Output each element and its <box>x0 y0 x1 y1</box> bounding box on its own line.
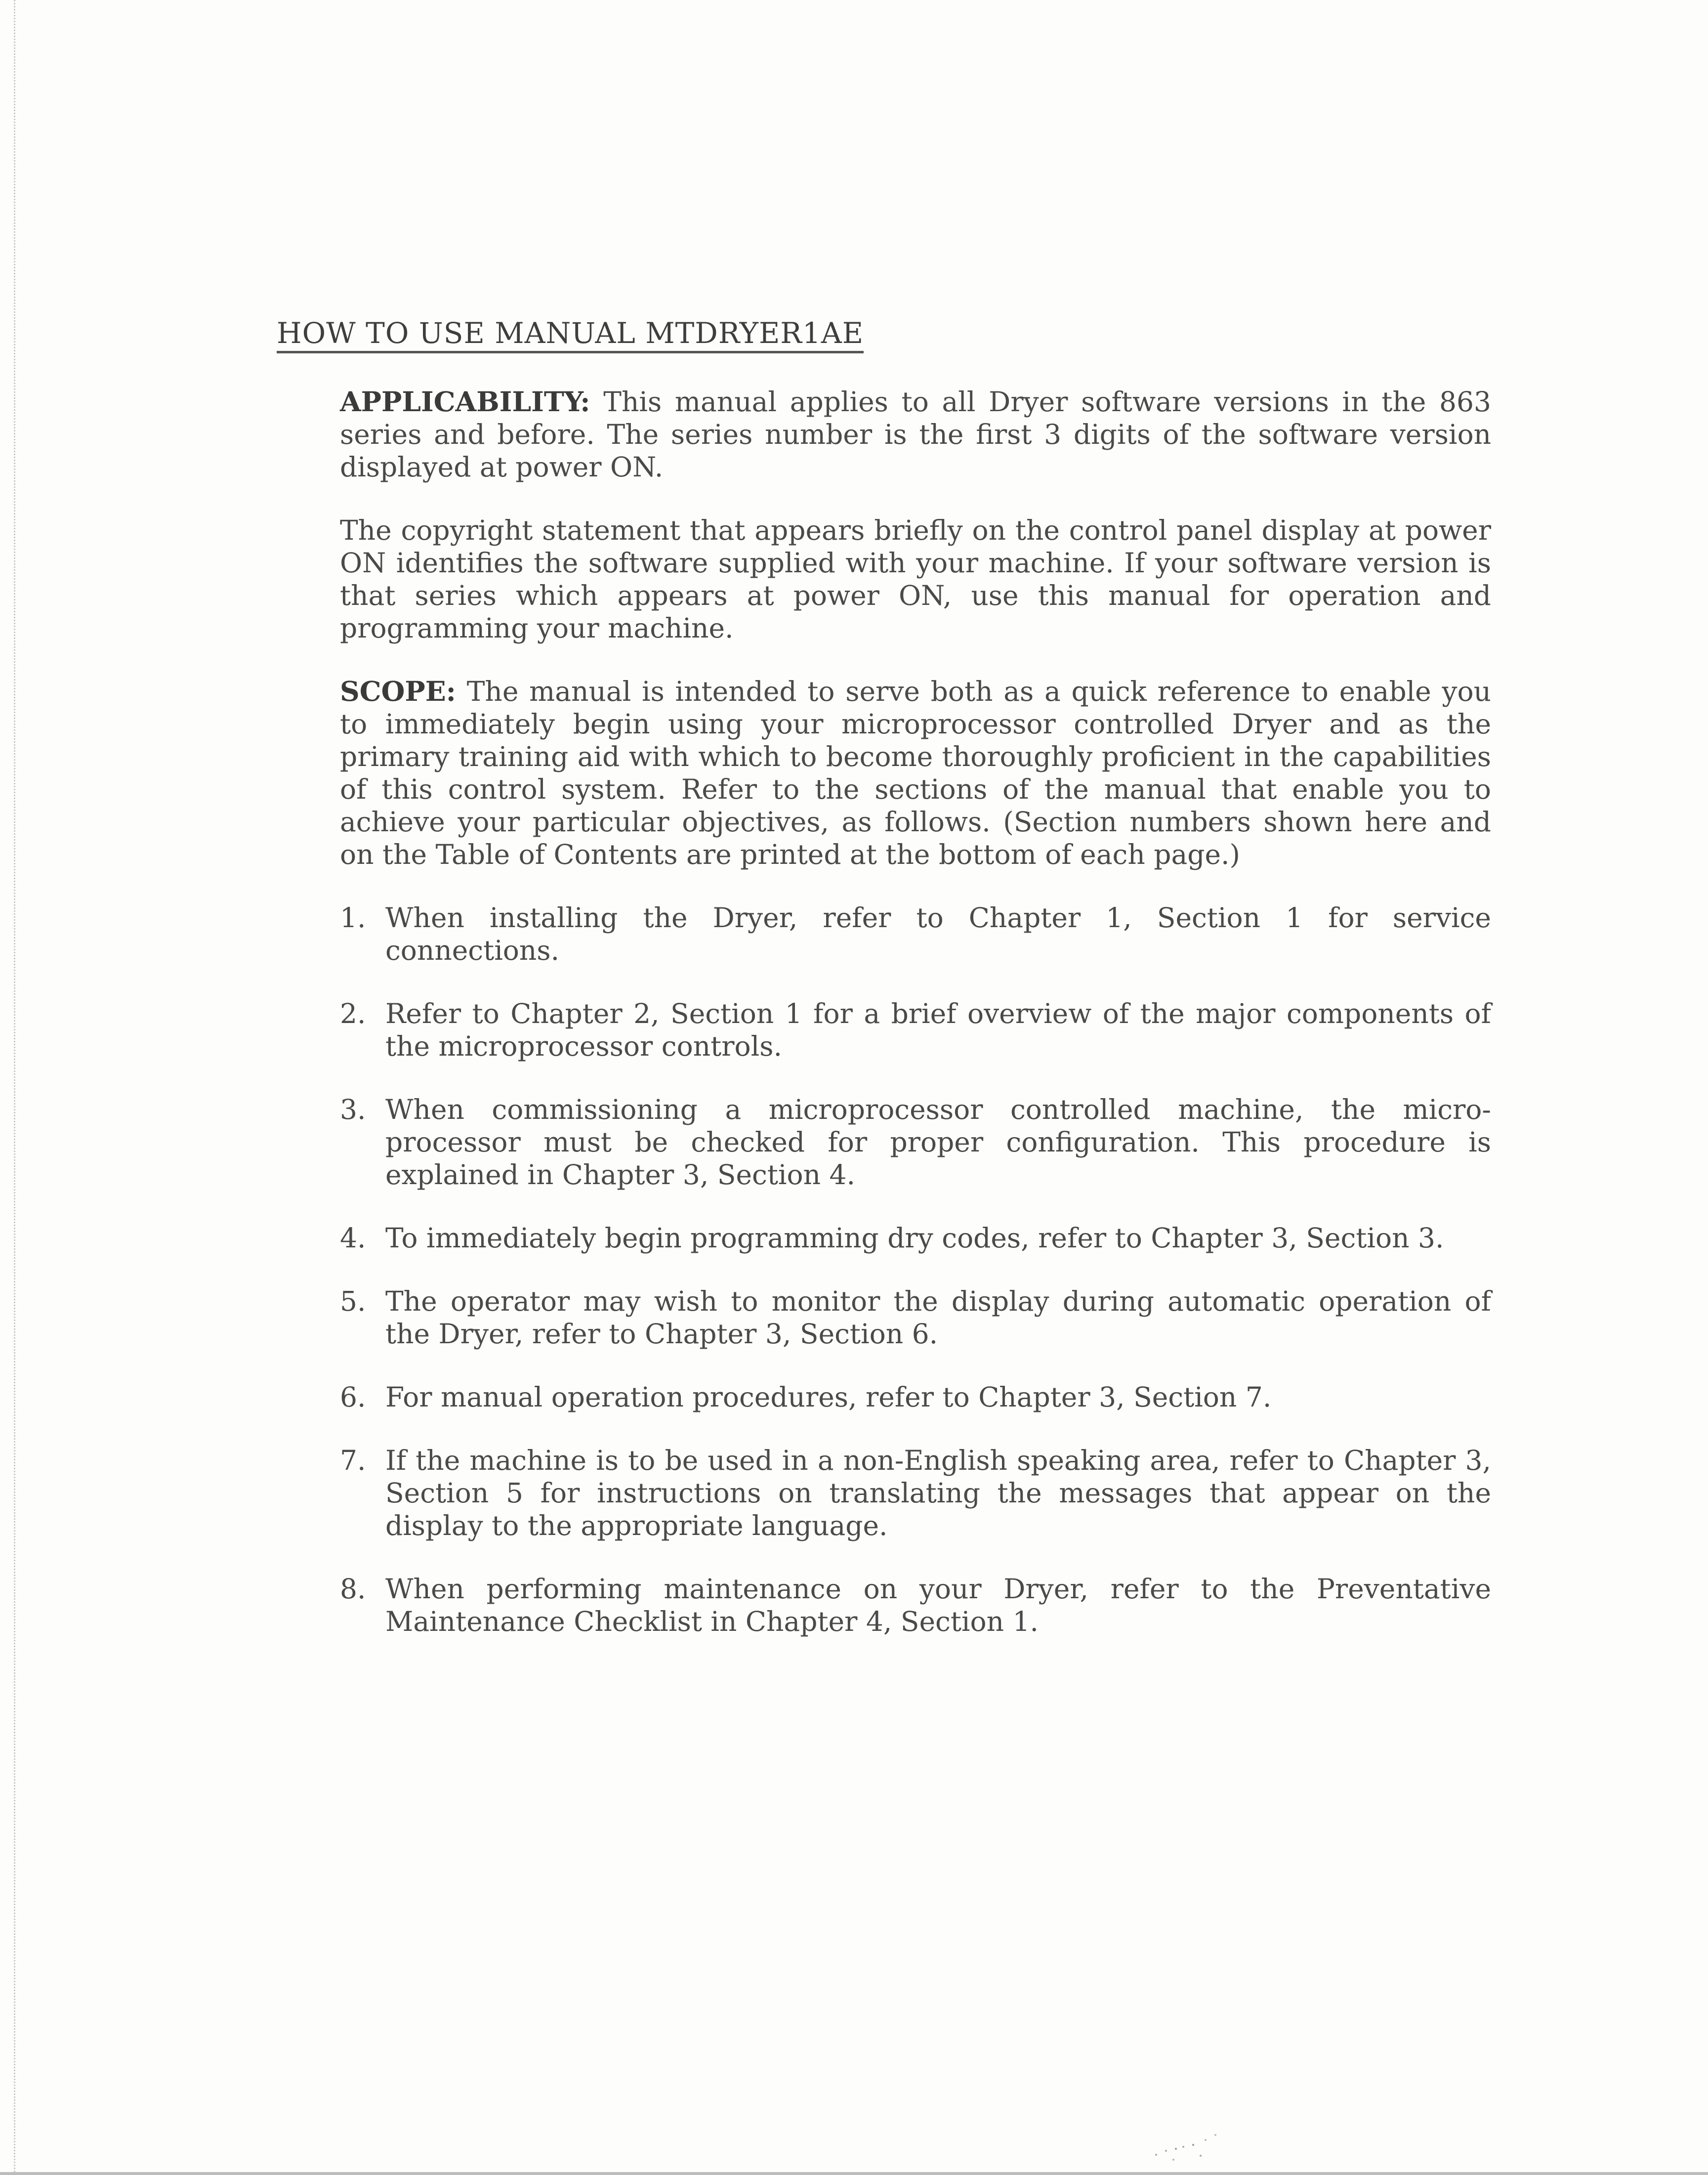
list-item-text: For manual operation procedures, refer to Chapter 3, Section 7. <box>385 1381 1272 1413</box>
scope-paragraph <box>340 675 1491 871</box>
list-item-text: When commissioning a microprocessor controlled machine, the micro-processor must be checked for proper configuration. This procedure is explained in Chapter 3, Section 4. <box>385 1094 1491 1191</box>
scope-label: SCOPE: <box>340 675 456 707</box>
list-item-text: If the machine is to be used in a non-English speaking area, refer to Chapter 3, Section 5 for instructions on translating the messages that appear on the display to the appropriate language. <box>385 1445 1491 1541</box>
list-item-number: 7. <box>340 1445 366 1476</box>
list-item <box>340 901 1491 967</box>
list-item-number: 3. <box>340 1094 366 1125</box>
objectives-list <box>340 901 1491 1638</box>
list-item-number: 5. <box>340 1285 366 1317</box>
scan-specks <box>1146 2125 1245 2165</box>
list-item-text: To immediately begin programming dry codes, refer to Chapter 3, Section 3. <box>385 1222 1444 1254</box>
list-item <box>340 1093 1491 1191</box>
list-item-number: 6. <box>340 1381 366 1413</box>
list-item <box>340 1285 1491 1350</box>
scope-text: The manual is intended to serve both as a quick reference to enable you to immediately begin using your microprocessor controlled Dryer and as the primary training aid with which to become thoroughly proficient in the capabilities of this control system. Refer to the sections of the manual that enable you to achieve your particular objectives, as follows. (Section numbers shown here and on the Table of Contents are printed at the bottom of each page.) <box>340 676 1492 870</box>
list-item-number: 8. <box>340 1573 366 1605</box>
list-item <box>340 1573 1491 1638</box>
list-item <box>340 1222 1491 1254</box>
applicability-paragraph <box>340 385 1491 483</box>
document-body <box>340 385 1491 1668</box>
list-item-number: 1. <box>340 902 366 934</box>
scan-bottom-edge <box>0 2172 1708 2175</box>
list-item-number: 4. <box>340 1222 366 1254</box>
list-item-text: The operator may wish to monitor the display during automatic operation of the Dryer, refer to Chapter 3, Section 6. <box>385 1285 1491 1350</box>
list-item <box>340 997 1491 1063</box>
applicability-text: This manual applies to all Dryer software versions in the 863 series and before. The series number is the first 3 digits of the software version displayed at power ON. <box>340 386 1492 483</box>
list-item-number: 2. <box>340 998 366 1029</box>
scan-left-edge <box>0 0 15 2175</box>
list-item-text: When performing maintenance on your Dryer, refer to the Preventative Maintenance Checklist in Chapter 4, Section 1. <box>385 1573 1491 1637</box>
list-item-text: When installing the Dryer, refer to Chapter 1, Section 1 for service connections. <box>385 902 1491 966</box>
applicability-label: APPLICABILITY: <box>340 385 590 418</box>
list-item <box>340 1381 1491 1413</box>
list-item <box>340 1444 1491 1542</box>
document-title: HOW TO USE MANUAL MTDRYER1AE <box>277 316 864 353</box>
copyright-paragraph: The copyright statement that appears briefly on the control panel display at power ON identifies the software supplied with your machine. If your software version is that series which appears at power ON, use this manual for operation and programming your machine. <box>340 514 1491 644</box>
list-item-text: Refer to Chapter 2, Section 1 for a brief overview of the major components of the microprocessor controls. <box>385 998 1491 1062</box>
